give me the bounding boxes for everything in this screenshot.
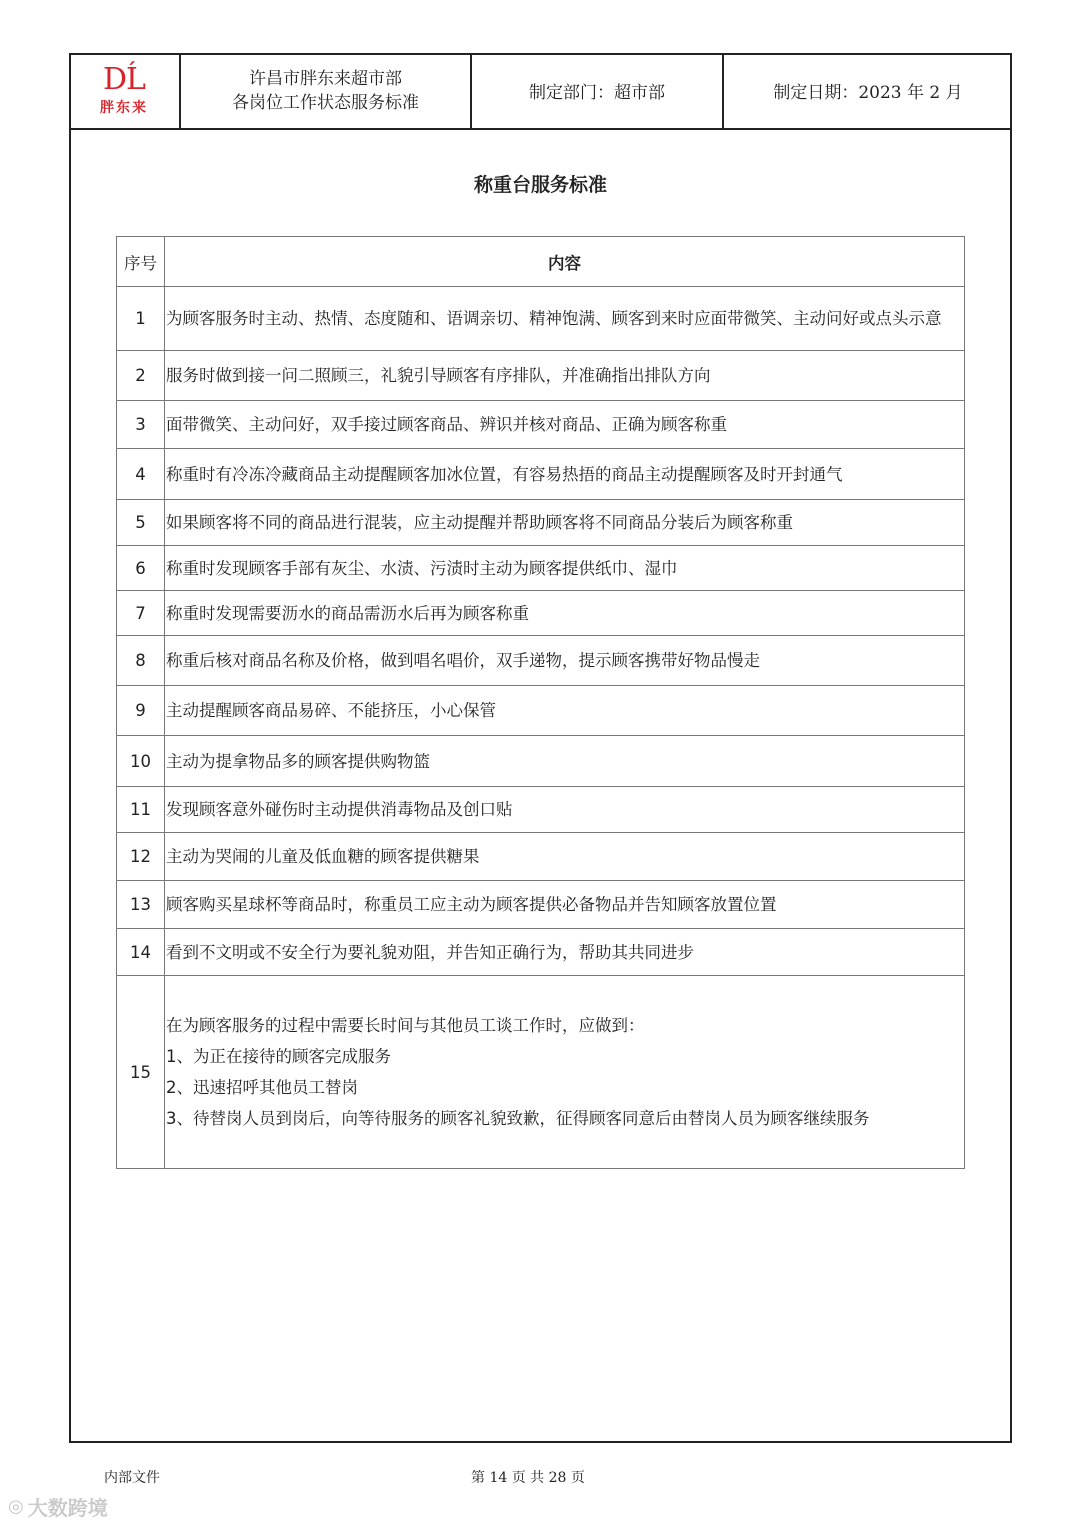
- row-content: 主动提醒顾客商品易碎、不能挤压，小心保管: [165, 686, 965, 736]
- row-content: 服务时做到接一问二照顾三，礼貌引导顾客有序排队，并准确指出排队方向: [165, 351, 965, 401]
- row-content: 称重后核对商品名称及价格，做到唱名唱价，双手递物，提示顾客携带好物品慢走: [165, 636, 965, 686]
- header-title: [181, 53, 472, 128]
- table-row: [117, 976, 965, 1169]
- logo-mark: DĹ: [103, 61, 145, 97]
- row-number: 6: [117, 546, 165, 591]
- watermark: [8, 1492, 108, 1521]
- row-content: 为顾客服务时主动、热情、态度随和、语调亲切、精神饱满、顾客到来时应面带微笑、主动问好或点头示意: [165, 287, 965, 351]
- row-number: 4: [117, 449, 165, 500]
- table-row: [117, 449, 965, 500]
- row15-item: 3、待替岗人员到岗后，向等待服务的顾客礼貌致歉，征得顾客同意后由替岗人员为顾客继续服务: [166, 1109, 870, 1128]
- header-title-line2: 各岗位工作状态服务标准: [232, 92, 419, 113]
- company-logo: [69, 53, 181, 128]
- table-row: [117, 686, 965, 736]
- column-header-content: 内容: [165, 237, 965, 287]
- row-number: 2: [117, 351, 165, 401]
- row-content: 面带微笑、主动问好，双手接过顾客商品、辨识并核对商品、正确为顾客称重: [165, 401, 965, 449]
- row-number: 7: [117, 591, 165, 636]
- row-content: 主动为哭闹的儿童及低血糖的顾客提供糖果: [165, 833, 965, 881]
- watermark-text: 大数跨境: [27, 1496, 108, 1520]
- row-content: 看到不文明或不安全行为要礼貌劝阻，并告知正确行为，帮助其共同进步: [165, 929, 965, 976]
- column-header-num: 序号: [117, 237, 165, 287]
- header-dept: 制定部门：超市部: [472, 53, 724, 128]
- row-number: 12: [117, 833, 165, 881]
- table-row: [117, 401, 965, 449]
- row-number: 3: [117, 401, 165, 449]
- row-number: 15: [117, 976, 165, 1169]
- table-row: [117, 636, 965, 686]
- row-content: [165, 976, 965, 1169]
- row-content: 主动为提拿物品多的顾客提供购物篮: [165, 736, 965, 787]
- row-number: 13: [117, 881, 165, 929]
- table-row: [117, 833, 965, 881]
- table-row: [117, 351, 965, 401]
- table-row: [117, 736, 965, 787]
- table-row: [117, 929, 965, 976]
- row15-intro: 在为顾客服务的过程中需要长时间与其他员工谈工作时，应做到：: [166, 1016, 645, 1035]
- logo-name: 胖东来: [100, 99, 148, 116]
- row-number: 14: [117, 929, 165, 976]
- row-content: 如果顾客将不同的商品进行混装，应主动提醒并帮助顾客将不同商品分装后为顾客称重: [165, 500, 965, 546]
- row-number: 11: [117, 787, 165, 833]
- table-row: [117, 591, 965, 636]
- table-row: [117, 881, 965, 929]
- row-number: 9: [117, 686, 165, 736]
- row-number: 8: [117, 636, 165, 686]
- page-title: 称重台服务标准: [473, 174, 607, 196]
- table-row: [117, 546, 965, 591]
- footer-page-number: 第 14 页 共 28 页: [471, 1470, 585, 1486]
- watermark-icon: ◎: [8, 1496, 24, 1517]
- row15-item: 2、迅速招呼其他员工替岗: [166, 1078, 358, 1097]
- table-row: [117, 287, 965, 351]
- row-number: 10: [117, 736, 165, 787]
- header-title-line1: 许昌市胖东来超市部: [249, 68, 402, 89]
- standards-table: [116, 236, 965, 1169]
- row-content: 顾客购买星球杯等商品时，称重员工应主动为顾客提供必备物品并告知顾客放置位置: [165, 881, 965, 929]
- row-content: 发现顾客意外碰伤时主动提供消毒物品及创口贴: [165, 787, 965, 833]
- document-header: [69, 53, 1012, 130]
- row-number: 5: [117, 500, 165, 546]
- row15-item: 1、为正在接待的顾客完成服务: [166, 1047, 391, 1066]
- row-content: 称重时有冷冻冷藏商品主动提醒顾客加冰位置，有容易热捂的商品主动提醒顾客及时开封通气: [165, 449, 965, 500]
- row-content: 称重时发现顾客手部有灰尘、水渍、污渍时主动为顾客提供纸巾、湿巾: [165, 546, 965, 591]
- header-date: 制定日期：2023 年 2 月: [773, 83, 963, 103]
- row-number: 1: [117, 287, 165, 351]
- table-header-row: [117, 237, 965, 287]
- row-content: 称重时发现需要沥水的商品需沥水后再为顾客称重: [165, 591, 965, 636]
- table-row: [117, 500, 965, 546]
- footer-internal-label: 内部文件: [104, 1470, 160, 1486]
- table-row: [117, 787, 965, 833]
